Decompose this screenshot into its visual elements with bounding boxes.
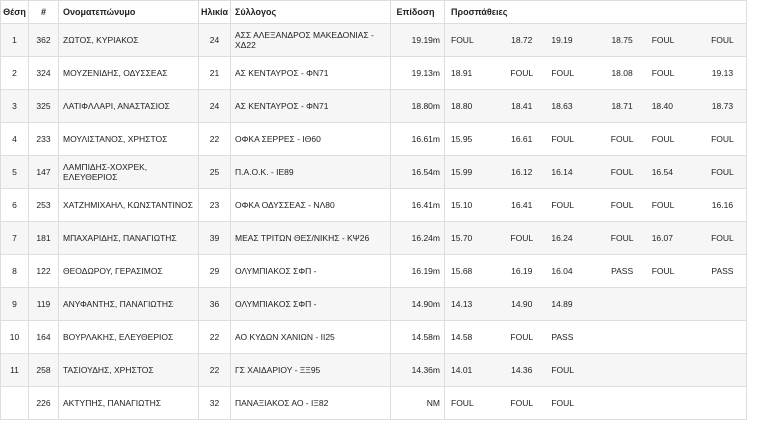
performance-cell: 14.90m (391, 288, 445, 321)
attempts-list (445, 255, 746, 287)
attempt-value: 15.10 (451, 199, 473, 210)
attempts-cell (445, 222, 747, 255)
attempt-value: 19.19 (551, 34, 573, 45)
performance-cell: 16.61m (391, 123, 445, 156)
club-cell: ΑΣ ΚΕΝΤΑΥΡΟΣ - ΦΝ71 (231, 57, 391, 90)
attempt-value: FOUL (711, 232, 734, 243)
position-cell: 3 (1, 90, 29, 123)
age-cell: 32 (199, 387, 231, 420)
table-row (1, 288, 747, 321)
table-row (1, 156, 747, 189)
attempt-value: 16.12 (511, 166, 533, 177)
attempt-value: 16.04 (551, 265, 573, 276)
bib-cell: 226 (29, 387, 59, 420)
attempt-value: FOUL (510, 397, 534, 408)
attempt-value: 18.72 (511, 34, 533, 45)
attempt-value: FOUL (551, 364, 575, 375)
attempts-cell (445, 90, 747, 123)
attempt-value: 19.13 (711, 67, 734, 78)
athlete-name-cell: ΒΟΥΡΛΑΚΗΣ, ΕΛΕΥΘΕΡΙΟΣ (59, 321, 199, 354)
club-cell: Π.Α.Ο.Κ. - ΙΕ89 (231, 156, 391, 189)
attempts-list (445, 321, 746, 353)
header-club[interactable]: Σύλλογος (231, 1, 391, 24)
performance-cell: NM (391, 387, 445, 420)
attempts-list (445, 288, 746, 320)
table-row (1, 24, 747, 57)
attempt-value: 16.14 (551, 166, 573, 177)
attempt-value: 18.91 (451, 67, 473, 78)
attempt-value: 18.08 (611, 67, 633, 78)
attempt-value: PASS (551, 331, 574, 342)
attempts-list (445, 222, 746, 254)
attempt-value: 16.41 (511, 199, 533, 210)
club-cell: ΠΑΝΑΞΙΑΚΟΣ ΑΟ - ΙΞ82 (231, 387, 391, 420)
attempt-value: FOUL (510, 232, 534, 243)
position-cell: 6 (1, 189, 29, 222)
performance-cell: 18.80m (391, 90, 445, 123)
bib-cell: 181 (29, 222, 59, 255)
position-cell: 4 (1, 123, 29, 156)
age-cell: 21 (199, 57, 231, 90)
athlete-name-cell: ΘΕΟΔΩΡΟΥ, ΓΕΡΑΣΙΜΟΣ (59, 255, 199, 288)
athlete-name-cell: ΜΟΥΛΙΣΤΑΝΟΣ, ΧΡΗΣΤΟΣ (59, 123, 199, 156)
performance-cell: 16.19m (391, 255, 445, 288)
header-bib[interactable]: # (29, 1, 59, 24)
attempt-value: FOUL (610, 166, 634, 177)
club-cell: ΑΣ ΚΕΝΤΑΥΡΟΣ - ΦΝ71 (231, 90, 391, 123)
attempt-value: 16.19 (511, 265, 533, 276)
table-row (1, 123, 747, 156)
header-attempts: Προσπάθειες (445, 1, 747, 24)
attempt-value: 16.54 (651, 166, 673, 177)
attempt-value: FOUL (551, 133, 575, 144)
table-row (1, 387, 747, 420)
club-cell: ΟΛΥΜΠΙΑΚΟΣ ΣΦΠ - (231, 288, 391, 321)
attempt-value: 15.95 (451, 133, 473, 144)
attempts-cell (445, 387, 747, 420)
table-row (1, 354, 747, 387)
attempt-value: FOUL (510, 67, 534, 78)
attempt-value: 18.63 (551, 100, 573, 111)
attempt-value: FOUL (651, 265, 675, 276)
attempt-value: FOUL (510, 331, 534, 342)
position-cell: 10 (1, 321, 29, 354)
attempt-value: 15.68 (451, 265, 473, 276)
table-row (1, 57, 747, 90)
attempts-list (445, 24, 746, 56)
position-cell: 7 (1, 222, 29, 255)
attempt-value: FOUL (711, 166, 734, 177)
age-cell: 23 (199, 189, 231, 222)
club-cell: ΜΕΑΣ ΤΡΙΤΩΝ ΘΕΣ/ΝΙΚΗΣ - ΚΨ26 (231, 222, 391, 255)
club-cell: ΓΣ ΧΑΙΔΑΡΙΟΥ - ΞΞ95 (231, 354, 391, 387)
attempt-value: FOUL (451, 34, 474, 45)
attempt-value: 18.71 (611, 100, 633, 111)
bib-cell: 164 (29, 321, 59, 354)
club-cell: ΟΛΥΜΠΙΑΚΟΣ ΣΦΠ - (231, 255, 391, 288)
athlete-name-cell: ΛΑΜΠΙΔΗΣ-ΧΟΧΡΕΚ, ΕΛΕΥΘΕΡΙΟΣ (59, 156, 199, 189)
age-cell: 36 (199, 288, 231, 321)
attempts-list (445, 156, 746, 188)
attempt-value: FOUL (451, 397, 474, 408)
position-cell: 9 (1, 288, 29, 321)
attempt-value: 18.80 (451, 100, 473, 111)
attempt-value: FOUL (651, 34, 675, 45)
attempt-value: FOUL (551, 397, 575, 408)
athlete-name-cell: ΤΑΣΙΟΥΔΗΣ, ΧΡΗΣΤΟΣ (59, 354, 199, 387)
bib-cell: 253 (29, 189, 59, 222)
age-cell: 29 (199, 255, 231, 288)
attempts-list (445, 57, 746, 89)
attempt-value: FOUL (651, 67, 675, 78)
header-age[interactable]: Ηλικία (199, 1, 231, 24)
attempt-value: FOUL (610, 232, 634, 243)
athlete-name-cell: ΧΑΤΖΗΜΙΧΑΗΛ, ΚΩΝΣΤΑΝΤΙΝΟΣ (59, 189, 199, 222)
performance-cell: 16.41m (391, 189, 445, 222)
attempt-value: 18.73 (711, 100, 734, 111)
table-row (1, 255, 747, 288)
club-cell: ΑΟ ΚΥΔΩΝ ΧΑΝΙΩΝ - ΙΙ25 (231, 321, 391, 354)
attempt-value: FOUL (551, 199, 575, 210)
attempt-value: FOUL (610, 133, 634, 144)
position-cell: 8 (1, 255, 29, 288)
age-cell: 22 (199, 321, 231, 354)
attempt-value: 16.24 (551, 232, 573, 243)
attempts-cell (445, 156, 747, 189)
bib-cell: 362 (29, 24, 59, 57)
attempt-value: 14.13 (451, 298, 473, 309)
attempt-value: 15.99 (451, 166, 473, 177)
performance-cell: 14.36m (391, 354, 445, 387)
age-cell: 22 (199, 354, 231, 387)
table-row (1, 222, 747, 255)
attempt-value: 15.70 (451, 232, 473, 243)
attempts-cell (445, 288, 747, 321)
bib-cell: 258 (29, 354, 59, 387)
header-position[interactable]: Θέση (1, 1, 29, 24)
bib-cell: 233 (29, 123, 59, 156)
position-cell: 5 (1, 156, 29, 189)
attempts-cell (445, 123, 747, 156)
bib-cell: 122 (29, 255, 59, 288)
attempts-list (445, 189, 746, 221)
position-cell (1, 387, 29, 420)
age-cell: 39 (199, 222, 231, 255)
attempt-value: FOUL (651, 133, 675, 144)
athlete-name-cell: ΜΠΑΧΑΡΙΔΗΣ, ΠΑΝΑΓΙΩΤΗΣ (59, 222, 199, 255)
attempt-value: 18.40 (651, 100, 673, 111)
club-cell: ΑΣΣ ΑΛΕΞΑΝΔΡΟΣ ΜΑΚΕΔΟΝΙΑΣ - ΧΔ22 (231, 24, 391, 57)
athlete-name-cell: ΑΚΤΥΠΗΣ, ΠΑΝΑΓΙΩΤΗΣ (59, 387, 199, 420)
position-cell: 11 (1, 354, 29, 387)
attempts-cell (445, 255, 747, 288)
attempts-list (445, 123, 746, 155)
attempt-value: 18.75 (611, 34, 633, 45)
attempt-value: FOUL (711, 34, 734, 45)
attempts-list (445, 387, 746, 419)
bib-cell: 324 (29, 57, 59, 90)
age-cell: 25 (199, 156, 231, 189)
age-cell: 24 (199, 24, 231, 57)
club-cell: ΟΦΚΑ ΣΕΡΡΕΣ - ΙΘ60 (231, 123, 391, 156)
performance-cell: 16.54m (391, 156, 445, 189)
attempt-value: 14.58 (451, 331, 473, 342)
attempt-value: PASS (611, 265, 634, 276)
attempt-value: FOUL (651, 199, 675, 210)
athlete-name-cell: ΜΟΥΖΕΝΙΔΗΣ, ΟΔΥΣΣΕΑΣ (59, 57, 199, 90)
table-row (1, 189, 747, 222)
attempt-value: 16.16 (711, 199, 734, 210)
header-performance[interactable]: Επίδοση (391, 1, 445, 24)
attempt-value: 18.41 (511, 100, 533, 111)
performance-cell: 16.24m (391, 222, 445, 255)
attempt-value: 14.89 (551, 298, 573, 309)
attempts-cell (445, 321, 747, 354)
attempts-cell (445, 24, 747, 57)
performance-cell: 19.13m (391, 57, 445, 90)
attempt-value: 14.01 (451, 364, 473, 375)
age-cell: 22 (199, 123, 231, 156)
attempt-value: 16.07 (651, 232, 673, 243)
position-cell: 1 (1, 24, 29, 57)
attempt-value: FOUL (711, 133, 734, 144)
bib-cell: 119 (29, 288, 59, 321)
position-cell: 2 (1, 57, 29, 90)
attempt-value: 14.36 (511, 364, 533, 375)
attempts-list (445, 90, 746, 122)
header-name[interactable]: Ονοματεπώνυμο (59, 1, 199, 24)
age-cell: 24 (199, 90, 231, 123)
attempt-value: FOUL (610, 199, 634, 210)
header-row (1, 1, 747, 24)
performance-cell: 19.19m (391, 24, 445, 57)
athlete-name-cell: ΖΩΤΟΣ, ΚΥΡΙΑΚΟΣ (59, 24, 199, 57)
club-cell: ΟΦΚΑ ΟΔΥΣΣΕΑΣ - ΝΛ80 (231, 189, 391, 222)
table-row (1, 90, 747, 123)
attempts-cell (445, 57, 747, 90)
attempts-cell (445, 354, 747, 387)
athlete-name-cell: ΑΝΥΦΑΝΤΗΣ, ΠΑΝΑΓΙΩΤΗΣ (59, 288, 199, 321)
attempt-value: 16.61 (511, 133, 533, 144)
attempts-cell (445, 189, 747, 222)
attempt-value: FOUL (551, 67, 575, 78)
attempt-value: 14.90 (511, 298, 533, 309)
attempts-list (445, 354, 746, 386)
table-row (1, 321, 747, 354)
bib-cell: 325 (29, 90, 59, 123)
performance-cell: 14.58m (391, 321, 445, 354)
attempt-value: PASS (711, 265, 734, 276)
athlete-name-cell: ΛΑΤΙΦΛΛΑΡΙ, ΑΝΑΣΤΑΣΙΟΣ (59, 90, 199, 123)
bib-cell: 147 (29, 156, 59, 189)
